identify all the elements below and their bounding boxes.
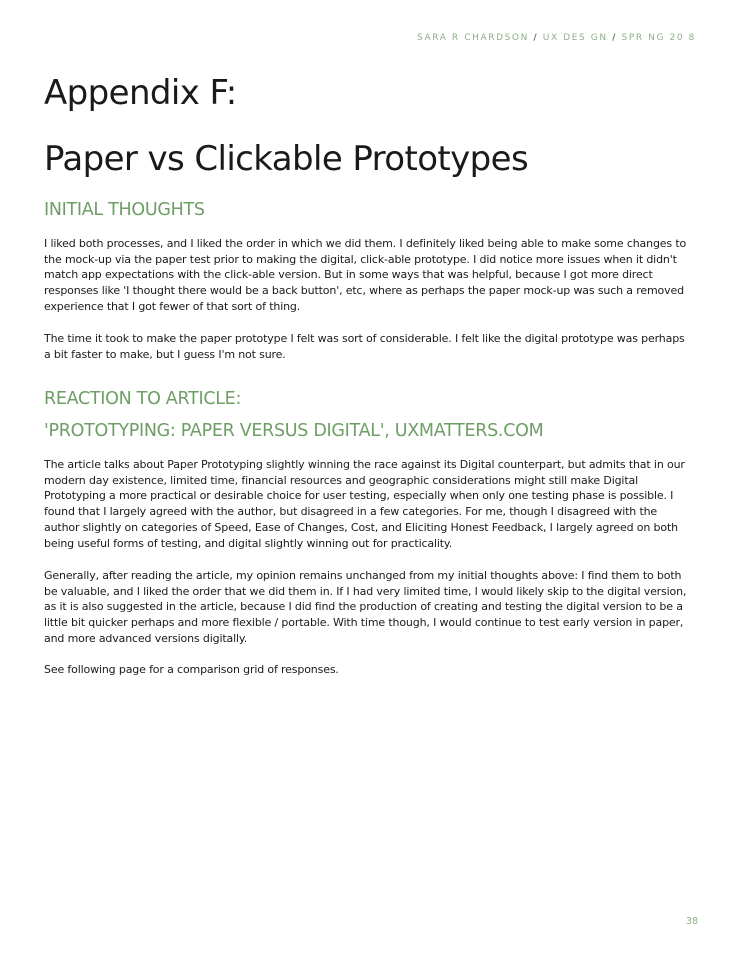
running-header [417, 33, 696, 43]
paragraph: The time it took to make the paper prototype I felt was sort of considerable. I felt like the digital prototype was perhaps a bit faster to make, but I guess I'm not sure. [44, 332, 685, 361]
paragraph: Generally, after reading the article, my opinion remains unchanged from my initial thoughts above: I find them to both be valuable, and I liked the order that we did them in. If I had very limited time, I would likely skip to the digital version, as it is also suggested in the article, because I did find the production of creating and testing the digital version to be a little bit quicker perhaps and more flexible / portable. With time though, I would continue to test early version in paper, and more advanced versions digitally. [44, 569, 687, 645]
section-heading-initial-thoughts: INITIAL THOUGHTS [44, 200, 205, 220]
paragraph: See following page for a comparison grid of responses. [44, 663, 339, 676]
page-title-line-1: Appendix F: [44, 73, 237, 113]
page-number: 38 [685, 916, 698, 927]
page-title-line-2: Paper vs Clickable Prototypes [44, 139, 529, 179]
paragraph: The article talks about Paper Prototyping slightly winning the race against its Digital counterpart, but admits that in our modern day existence, limited time, financial resources and geographic considerations might still make Digital Prototyping a more practical or desirable choice for user testing, especially when only one testing phase is possible. I found that I largely agreed with the author, but disagreed in a few categories. For me, though I disagreed with the author slightly on categories of Speed, Ease of Changes, Cost, and Eliciting Honest Feedback, I largely agreed on both being useful forms of testing, and digital slightly winning out for practicality. [44, 458, 685, 550]
header-author: SARA R CHARDSON [416, 33, 529, 43]
paragraph: I liked both processes, and I liked the order in which we did them. I definitely liked being able to make some changes to the mock-up via the paper test prior to making the digital, click-able prototype. I did notice more issues when it didn't match app expectations with the click-able version. But in some ways that was helpful, because I got more direct responses like 'I thought there would be a back button', etc, where as perhaps the paper mock-up was such a removed experience that I got fewer of that sort of thing. [44, 237, 687, 313]
header-separator: / [533, 33, 539, 43]
header-course: UX DES GN [542, 33, 608, 43]
section-heading-reaction-to-article: REACTION TO ARTICLE: [44, 389, 242, 409]
header-separator: / [612, 33, 618, 43]
section-subheading-article-title: 'PROTOTYPING: PAPER VERSUS DIGITAL', UXMATTERS.COM [44, 421, 544, 441]
header-term: SPR NG 20 8 [621, 33, 696, 43]
